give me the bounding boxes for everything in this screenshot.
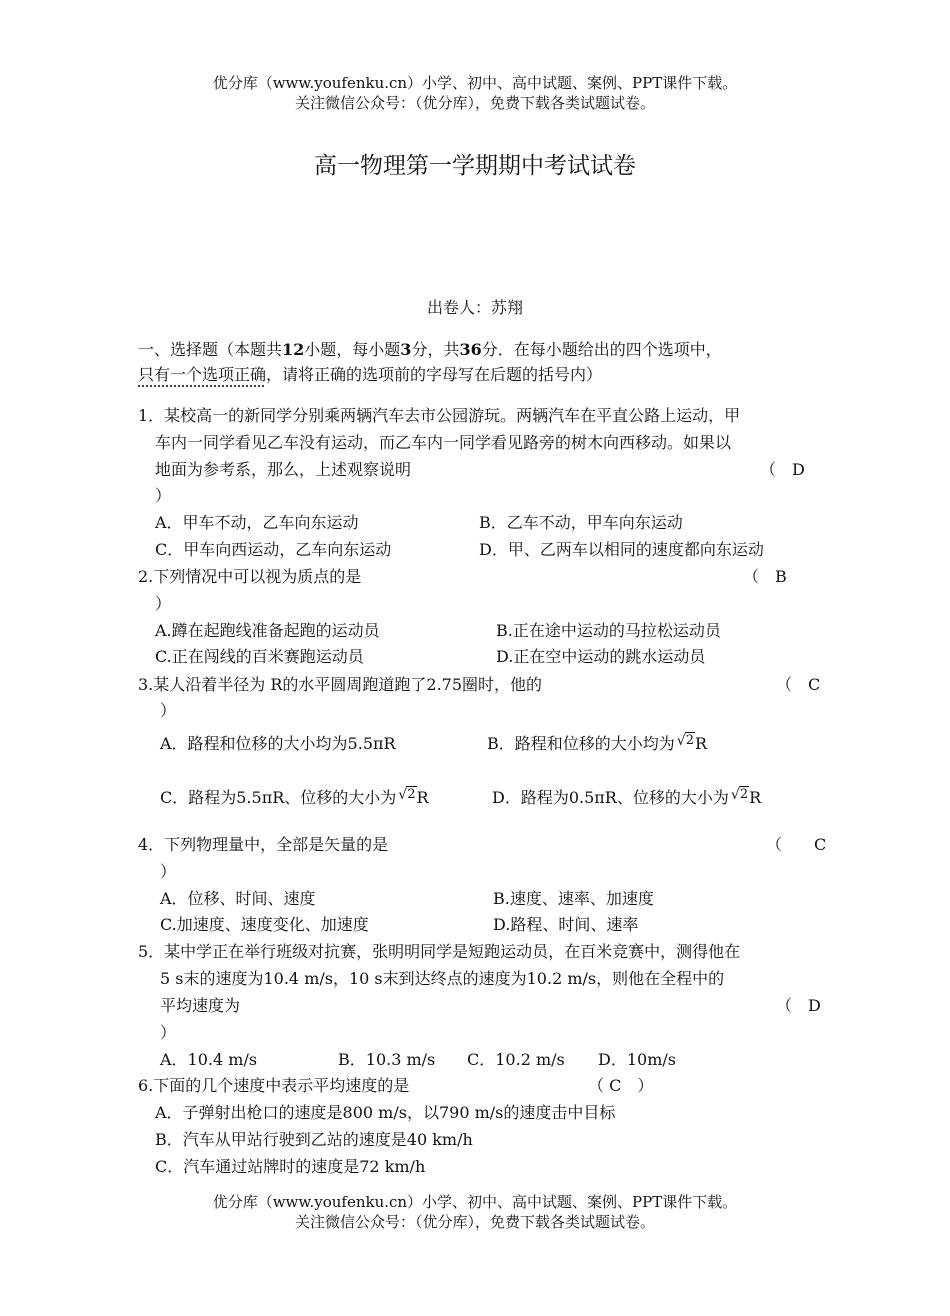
q4-line-1: 4．下列物理量中，全部是矢量的是	[138, 835, 389, 854]
q1-option-c: C．甲车向西运动，乙车向东运动	[155, 540, 392, 559]
q1-option-b: B．乙车不动，甲车向东运动	[479, 513, 683, 532]
emphasis-text: 只有一个选项正确	[138, 365, 267, 384]
q1-option-a: A．甲车不动，乙车向东运动	[155, 513, 359, 532]
author-line: 出卷人：苏翔	[426, 298, 523, 317]
q3-option-d: D．路程为0.5πR、位移的大小为 √ $^2$R	[492, 787, 761, 811]
sqrt-symbol: √ $^2$	[730, 787, 749, 803]
q2-line-1: 2.下列情况中可以视为质点的是	[138, 567, 362, 586]
q6-line-1: 6.下面的几个速度中表示平均速度的是	[138, 1076, 410, 1095]
q4-option-a: A．位移、时间、速度	[160, 889, 316, 908]
q1-line-3: 地面为参考系，那么，上述观察说明	[155, 460, 412, 479]
q5-option-c: C．10.2 m/s	[467, 1050, 565, 1069]
q5-option-d: D．10m/s	[598, 1050, 676, 1069]
q4-answer: （ C	[766, 835, 827, 854]
q4-option-b: B.速度、速率、加速度	[493, 889, 654, 908]
q5-line-2: 5 s末的速度为10.4 m/s，10 s末到达终点的速度为10.2 m/s，则他在全程中的	[160, 969, 725, 988]
q3-option-c: C．路程为5.5πR、位移的大小为 √ $^2$R	[160, 787, 429, 811]
footer-line-2: 关注微信公众号：（优分库），免费下载各类试题试卷。	[294, 1213, 655, 1231]
q6-answer: （ C ）	[588, 1076, 654, 1095]
q3-answer: （ C	[776, 675, 821, 694]
q5-option-b: B．10.3 m/s	[338, 1050, 436, 1069]
q4-option-d: D.路程、时间、速率	[493, 915, 639, 934]
section-heading-line-1: 一、选择题（本题共12小题，每小题3分，共36分．在每小题给出的四个选项中，	[138, 340, 722, 359]
q4-option-c: C.加速度、速度变化、加速度	[160, 915, 369, 934]
q3-close: ）	[160, 701, 177, 720]
q5-option-a: A．10.4 m/s	[160, 1050, 258, 1069]
q3-line-1: 3.某人沿着半径为 R的水平圆周跑道跑了2.75圈时，他的	[138, 675, 543, 694]
section-heading-line-2: 只有一个选项正确，请将正确的选项前的字母写在后题的括号内）	[138, 365, 603, 384]
page-title: 高一物理第一学期期中考试试卷	[314, 153, 636, 179]
q2-answer: （ B	[743, 567, 787, 586]
q2-option-c: C.正在闯线的百米赛跑运动员	[155, 647, 364, 666]
sqrt-symbol: √ $^2$	[676, 733, 695, 749]
header-line-2: 关注微信公众号：（优分库），免费下载各类试题试卷。	[294, 94, 655, 112]
q4-close: ）	[160, 862, 177, 881]
q6-option-c: C．汽车通过站牌时的速度是72 km/h	[155, 1157, 426, 1176]
q5-answer: （ D	[776, 996, 821, 1015]
q2-close: ）	[155, 594, 172, 613]
q2-option-d: D.正在空中运动的跳水运动员	[496, 647, 706, 666]
q1-line-2: 车内一同学看见乙车没有运动，而乙车内一同学看见路旁的树木向西移动。如果以	[155, 433, 732, 452]
footer-line-1: 优分库（www.youfenku.cn）小学、初中、高中试题、案例、PPT课件下载。	[212, 1193, 738, 1211]
sqrt-symbol: √ $^2$	[398, 787, 416, 803]
q5-close: ）	[160, 1023, 177, 1042]
q2-option-b: B.正在途中运动的马拉松运动员	[496, 621, 721, 640]
header-line-1: 优分库（www.youfenku.cn）小学、初中、高中试题、案例、PPT课件下载。	[212, 74, 738, 92]
q1-line-1: 1．某校高一的新同学分别乘两辆汽车去市公园游玩。两辆汽车在平直公路上运动，甲	[138, 406, 741, 425]
q1-answer: （ D	[760, 460, 805, 479]
q6-option-a: A．子弹射出枪口的速度是800 m/s，以790 m/s的速度击中目标	[155, 1103, 616, 1122]
q3-option-b: B．路程和位移的大小均为 √ $^2$R	[487, 733, 707, 757]
q6-option-b: B．汽车从甲站行驶到乙站的速度是40 km/h	[155, 1130, 473, 1149]
q1-close: ）	[155, 486, 172, 505]
q5-line-3: 平均速度为	[160, 996, 241, 1015]
q3-option-a: A．路程和位移的大小均为5.5πR	[160, 734, 396, 753]
q2-option-a: A.蹲在起跑线准备起跑的运动员	[155, 621, 380, 640]
q5-line-1: 5．某中学正在举行班级对抗赛，张明明同学是短跑运动员，在百米竞赛中，测得他在	[138, 942, 741, 961]
q1-option-d: D．甲、乙两车以相同的速度都向东运动	[479, 540, 764, 559]
